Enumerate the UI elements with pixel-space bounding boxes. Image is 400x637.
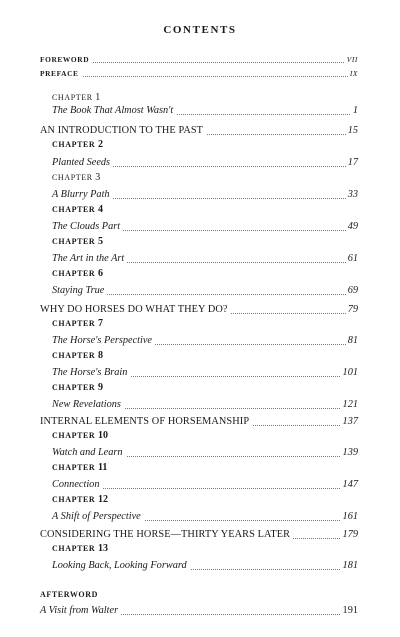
entry-title: The Book That Almost Wasn't: [52, 105, 176, 116]
afterword-label: AFTERWORD: [40, 590, 99, 599]
entry-page: VII: [346, 55, 358, 64]
toc-entry-part-1[interactable]: [40, 120, 358, 135]
toc-entry-chapter-6[interactable]: [52, 280, 358, 295]
entry-page: 69: [347, 285, 358, 296]
toc-entry-part-2[interactable]: [40, 299, 358, 314]
entry-title: AN INTRODUCTION TO THE PAST: [40, 125, 206, 136]
entry-page: 181: [342, 560, 358, 571]
entry-title: FOREWORD: [40, 55, 92, 64]
entry-title: PREFACE: [40, 69, 82, 78]
entry-page: 15: [347, 125, 358, 136]
entry-title: WHY DO HORSES DO WHAT THEY DO?: [40, 304, 231, 315]
entry-page: 49: [347, 221, 358, 232]
entry-page: 179: [342, 529, 358, 540]
entry-page: 161: [342, 511, 358, 522]
chapter-label: CHAPTER 8: [52, 350, 103, 361]
entry-title: The Art in the Art: [52, 253, 127, 264]
toc-entry-chapter-1[interactable]: [52, 100, 358, 115]
chapter-label: CHAPTER 7: [52, 318, 103, 329]
toc-entry-chapter-9[interactable]: [52, 394, 358, 409]
entry-page: IX: [349, 69, 358, 78]
entry-page: 191: [342, 605, 358, 616]
toc-entry-afterword[interactable]: [40, 600, 358, 615]
entry-page: 33: [347, 189, 358, 200]
toc-entry-chapter-8[interactable]: [52, 362, 358, 377]
entry-title: CONSIDERING THE HORSE—THIRTY YEARS LATER: [40, 529, 293, 540]
entry-title: A Shift of Perspective: [52, 511, 144, 522]
toc-entry-chapter-12[interactable]: [52, 506, 358, 521]
entry-page: 101: [342, 367, 358, 378]
entry-title: Connection: [52, 479, 102, 490]
toc-entry-chapter-4[interactable]: [52, 216, 358, 231]
chapter-label: CHAPTER 11: [52, 462, 108, 473]
toc-entry-chapter-3[interactable]: [52, 184, 358, 199]
entry-page: 79: [347, 304, 358, 315]
toc-entry-preface[interactable]: [40, 62, 358, 77]
entry-page: 61: [347, 253, 358, 264]
entry-page: 121: [342, 399, 358, 410]
chapter-label: CHAPTER 5: [52, 236, 103, 247]
toc-entry-chapter-10[interactable]: [52, 442, 358, 457]
entry-title: The Clouds Part: [52, 221, 123, 232]
entry-page: 147: [342, 479, 358, 490]
toc-entry-part-4[interactable]: [40, 524, 358, 539]
chapter-label: CHAPTER 4: [52, 204, 103, 215]
toc-entry-chapter-13[interactable]: [52, 555, 358, 570]
entry-title: Staying True: [52, 285, 107, 296]
entry-title: Planted Seeds: [52, 157, 113, 168]
entry-title: Looking Back, Looking Forward: [52, 560, 190, 571]
entry-page: 139: [342, 447, 358, 458]
entry-title: The Horse's Brain: [52, 367, 130, 378]
entry-title: New Revelations: [52, 399, 124, 410]
chapter-label: CHAPTER 13: [52, 543, 108, 554]
page-title: CONTENTS: [163, 24, 237, 36]
entry-page: 137: [342, 416, 358, 427]
entry-title: Watch and Learn: [52, 447, 126, 458]
chapter-label: CHAPTER 9: [52, 382, 103, 393]
toc-entry-chapter-11[interactable]: [52, 474, 358, 489]
chapter-label: CHAPTER 2: [52, 139, 103, 150]
entry-page: 17: [347, 157, 358, 168]
entry-title: A Visit from Walter: [40, 605, 121, 616]
toc-entry-chapter-5[interactable]: [52, 248, 358, 263]
entry-page: 81: [347, 335, 358, 346]
chapter-label: CHAPTER 12: [52, 494, 108, 505]
chapter-label: CHAPTER 10: [52, 430, 108, 441]
entry-title: The Horse's Perspective: [52, 335, 155, 346]
toc-entry-chapter-2[interactable]: [52, 152, 358, 167]
toc-entry-part-3[interactable]: [40, 411, 358, 426]
chapter-label: CHAPTER 6: [52, 268, 103, 279]
entry-title: INTERNAL ELEMENTS OF HORSEMANSHIP: [40, 416, 252, 427]
toc-entry-foreword[interactable]: [40, 48, 358, 63]
entry-title: A Blurry Path: [52, 189, 113, 200]
chapter-label: CHAPTER 3: [52, 172, 101, 183]
toc-entry-chapter-7[interactable]: [52, 330, 358, 345]
chapter-label: CHAPTER 1: [52, 92, 101, 103]
entry-page: 1: [352, 105, 358, 116]
